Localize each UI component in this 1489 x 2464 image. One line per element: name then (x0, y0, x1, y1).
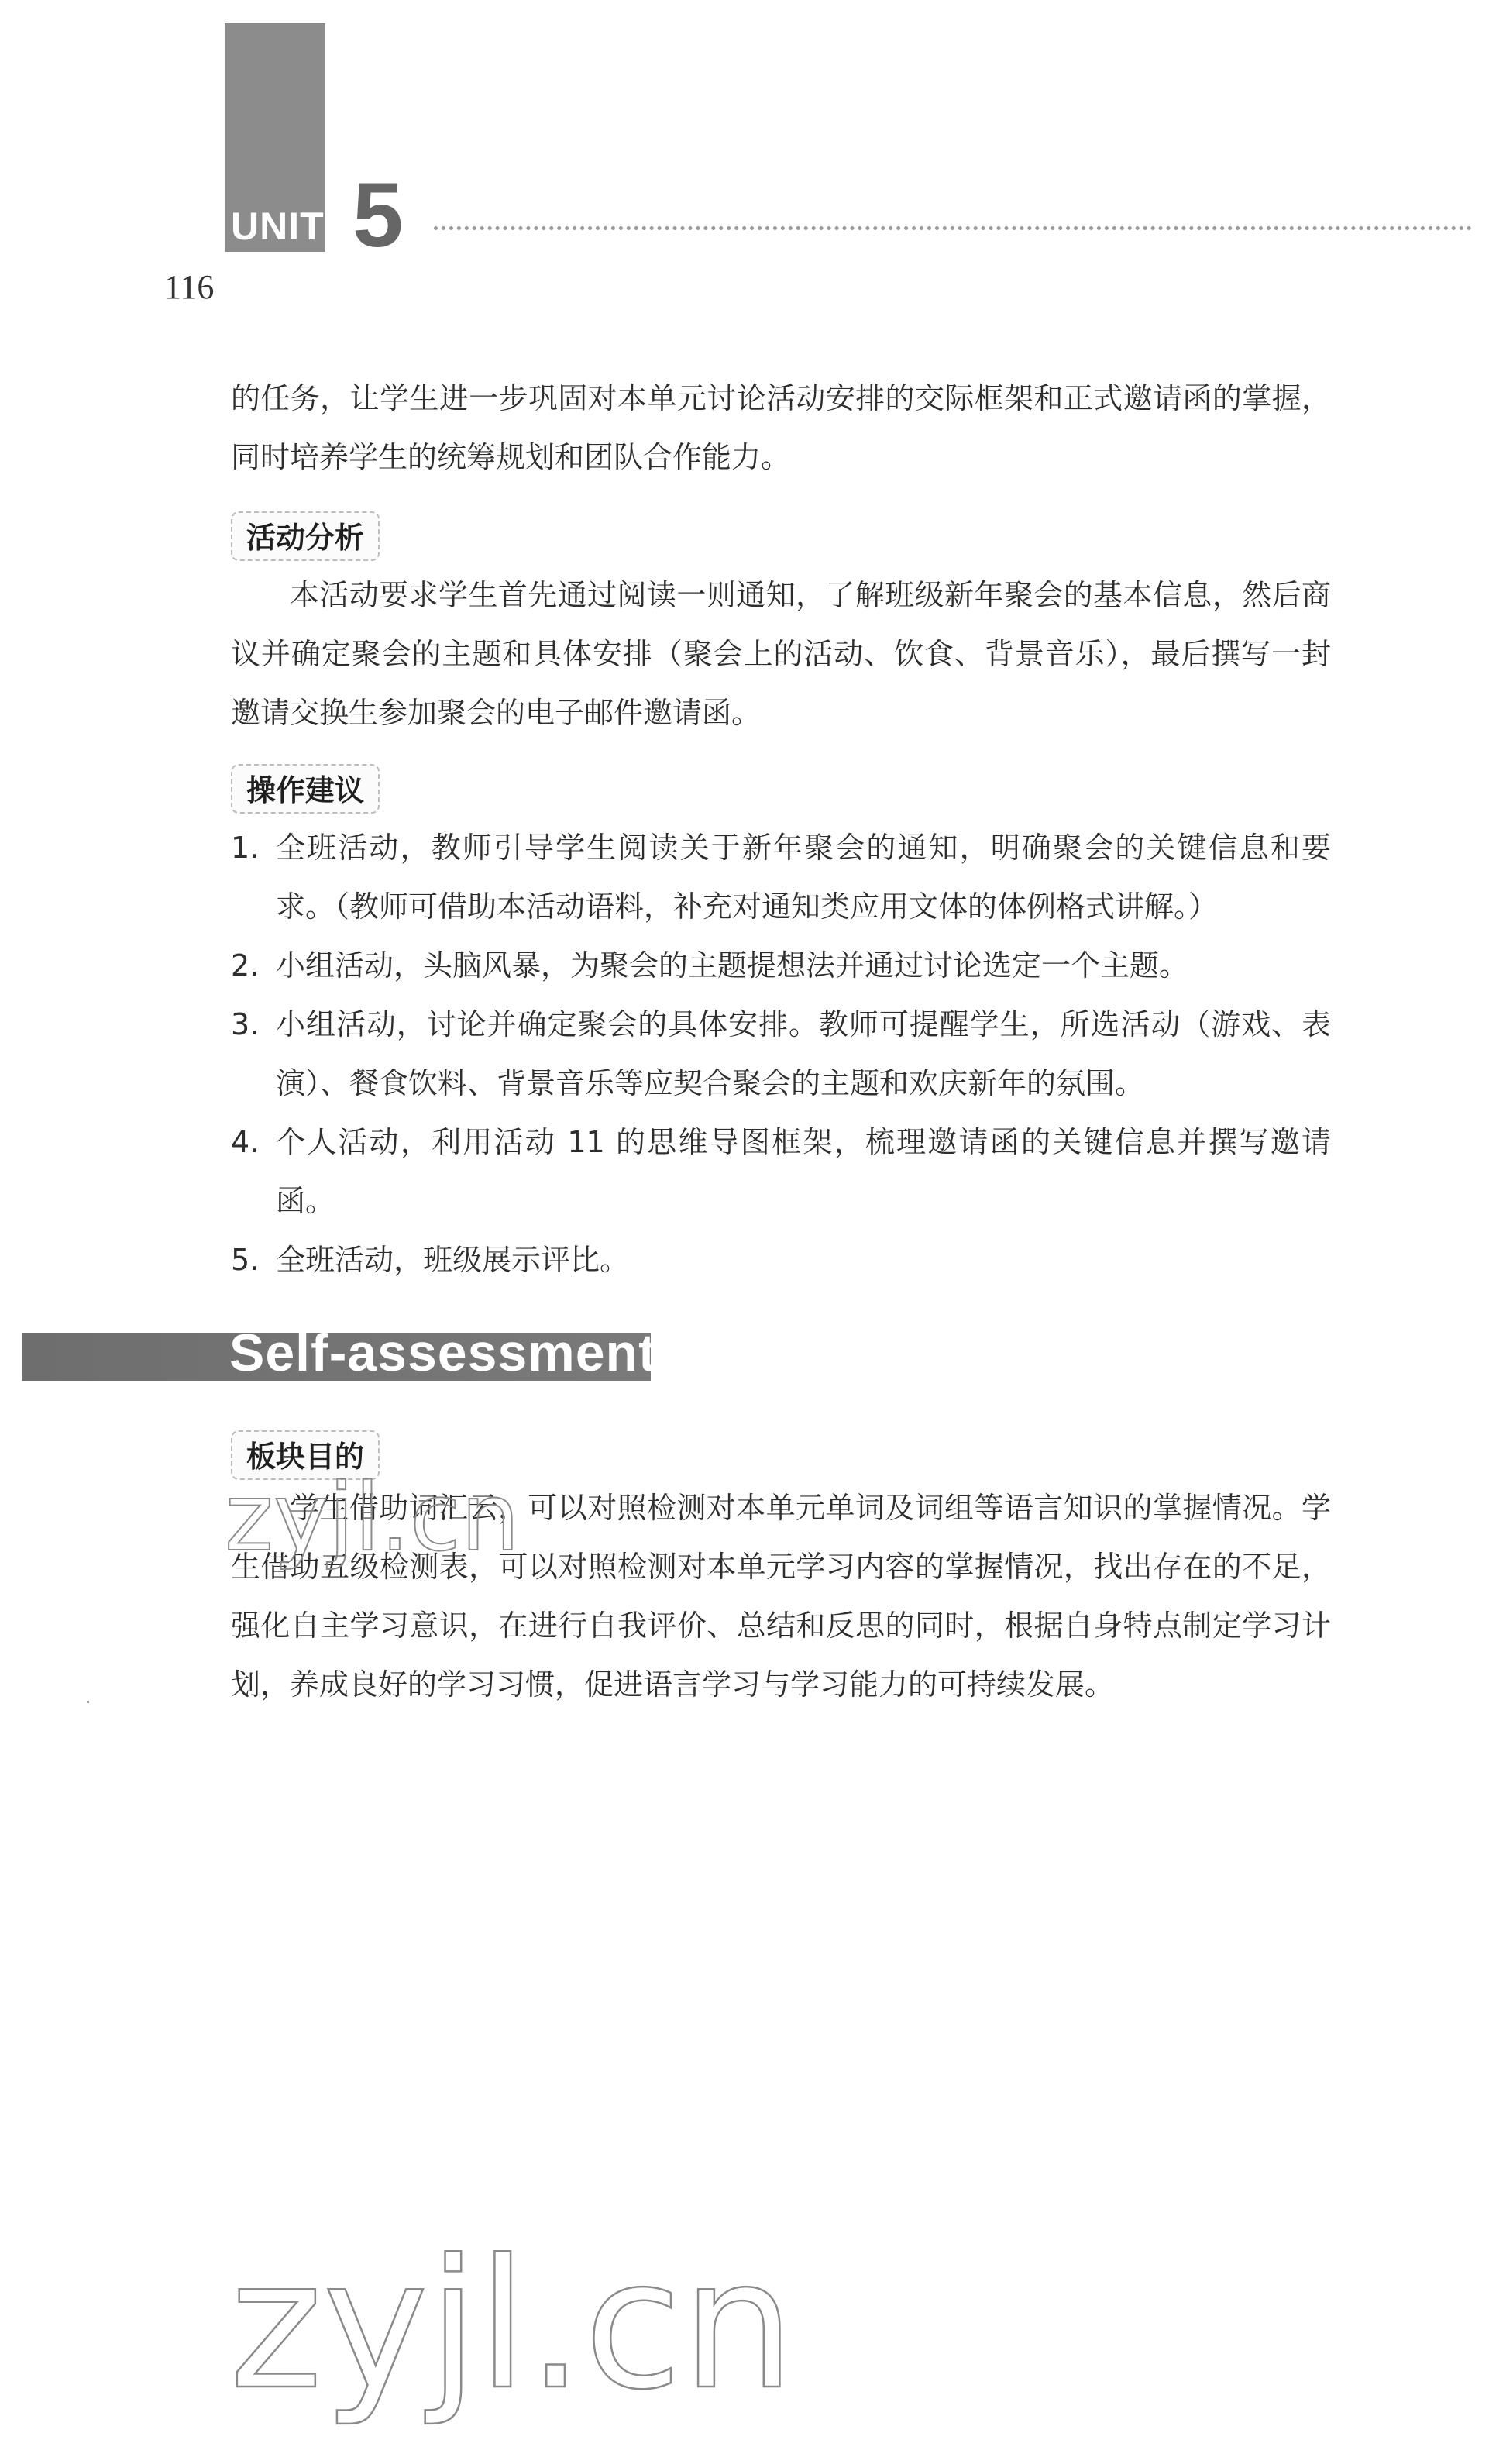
list-item-text: 全班活动，教师引导学生阅读关于新年聚会的通知，明确聚会的关键信息和要求。（教师可借助本活动语料，补充对通知类应用文体的体例格式讲解。） (276, 831, 1331, 924)
page-number: 116 (164, 268, 215, 306)
list-item-text: 小组活动，头脑风暴，为聚会的主题提想法并通过讨论选定一个主题。 (276, 948, 1189, 983)
list-item-number: 4. (231, 1125, 260, 1159)
activity-analysis-heading: 活动分析 (231, 511, 380, 561)
unit-number: 5 (352, 164, 404, 267)
intro-paragraph: 的任务，让学生进一步巩固对本单元讨论活动安排的交际框架和正式邀请函的掌握，同时培养学生的统筹规划和团队合作能力。 (231, 381, 1331, 474)
operation-suggestions-heading: 操作建议 (231, 764, 380, 814)
list-item (231, 1113, 1331, 1230)
list-item (231, 818, 1331, 936)
list-item-number: 1. (231, 831, 260, 865)
section-title: Self-assessment (229, 1323, 657, 1382)
watermark-small (225, 1457, 566, 1588)
list-item-text: 小组活动，讨论并确定聚会的具体安排。教师可提醒学生，所选活动（游戏、表演）、餐食饮料、背景音乐等应契合聚会的主题和欢庆新年的氛围。 (276, 1007, 1331, 1100)
purpose-heading: 板块目的 (231, 1430, 380, 1480)
list-item-text: 全班活动，班级展示评比。 (276, 1243, 630, 1277)
list-item (231, 1230, 1331, 1289)
purpose-text: 学生借助词汇云，可以对照检测对本单元单词及词组等语言知识的掌握情况。学生借助五级检测表，可以对照检测对本单元学习内容的掌握情况，找出存在的不足，强化自主学习意识，在进行自我评价、总结和反思的同时，根据自身特点制定学习计划，养成良好的学习习惯，促进语言学习与学习能力的可持续发展。 (231, 1491, 1331, 1702)
margin-mark (87, 1701, 89, 1703)
svg-text:zyjl.cn: zyjl.cn (225, 1464, 520, 1572)
dotted-rule (434, 226, 1472, 230)
activity-analysis-text: 本活动要求学生首先通过阅读一则通知，了解班级新年聚会的基本信息，然后商议并确定聚会的主题和具体安排（聚会上的活动、饮食、背景音乐），最后撰写一封邀请交换生参加聚会的电子邮件邀请函。 (231, 578, 1331, 730)
list-item-number: 5. (231, 1243, 260, 1277)
svg-text:zyjl.cn: zyjl.cn (229, 2232, 795, 2429)
watermark-large (229, 2232, 896, 2464)
unit-label: UNIT (231, 205, 325, 248)
list-item-number: 2. (231, 948, 260, 983)
list-item-number: 3. (231, 1007, 260, 1041)
operation-suggestions-list (231, 818, 1331, 1289)
list-item (231, 936, 1331, 995)
list-item-text: 个人活动，利用活动 11 的思维导图框架，梳理邀请函的关键信息并撰写邀请函。 (276, 1125, 1331, 1218)
list-item (231, 995, 1331, 1113)
